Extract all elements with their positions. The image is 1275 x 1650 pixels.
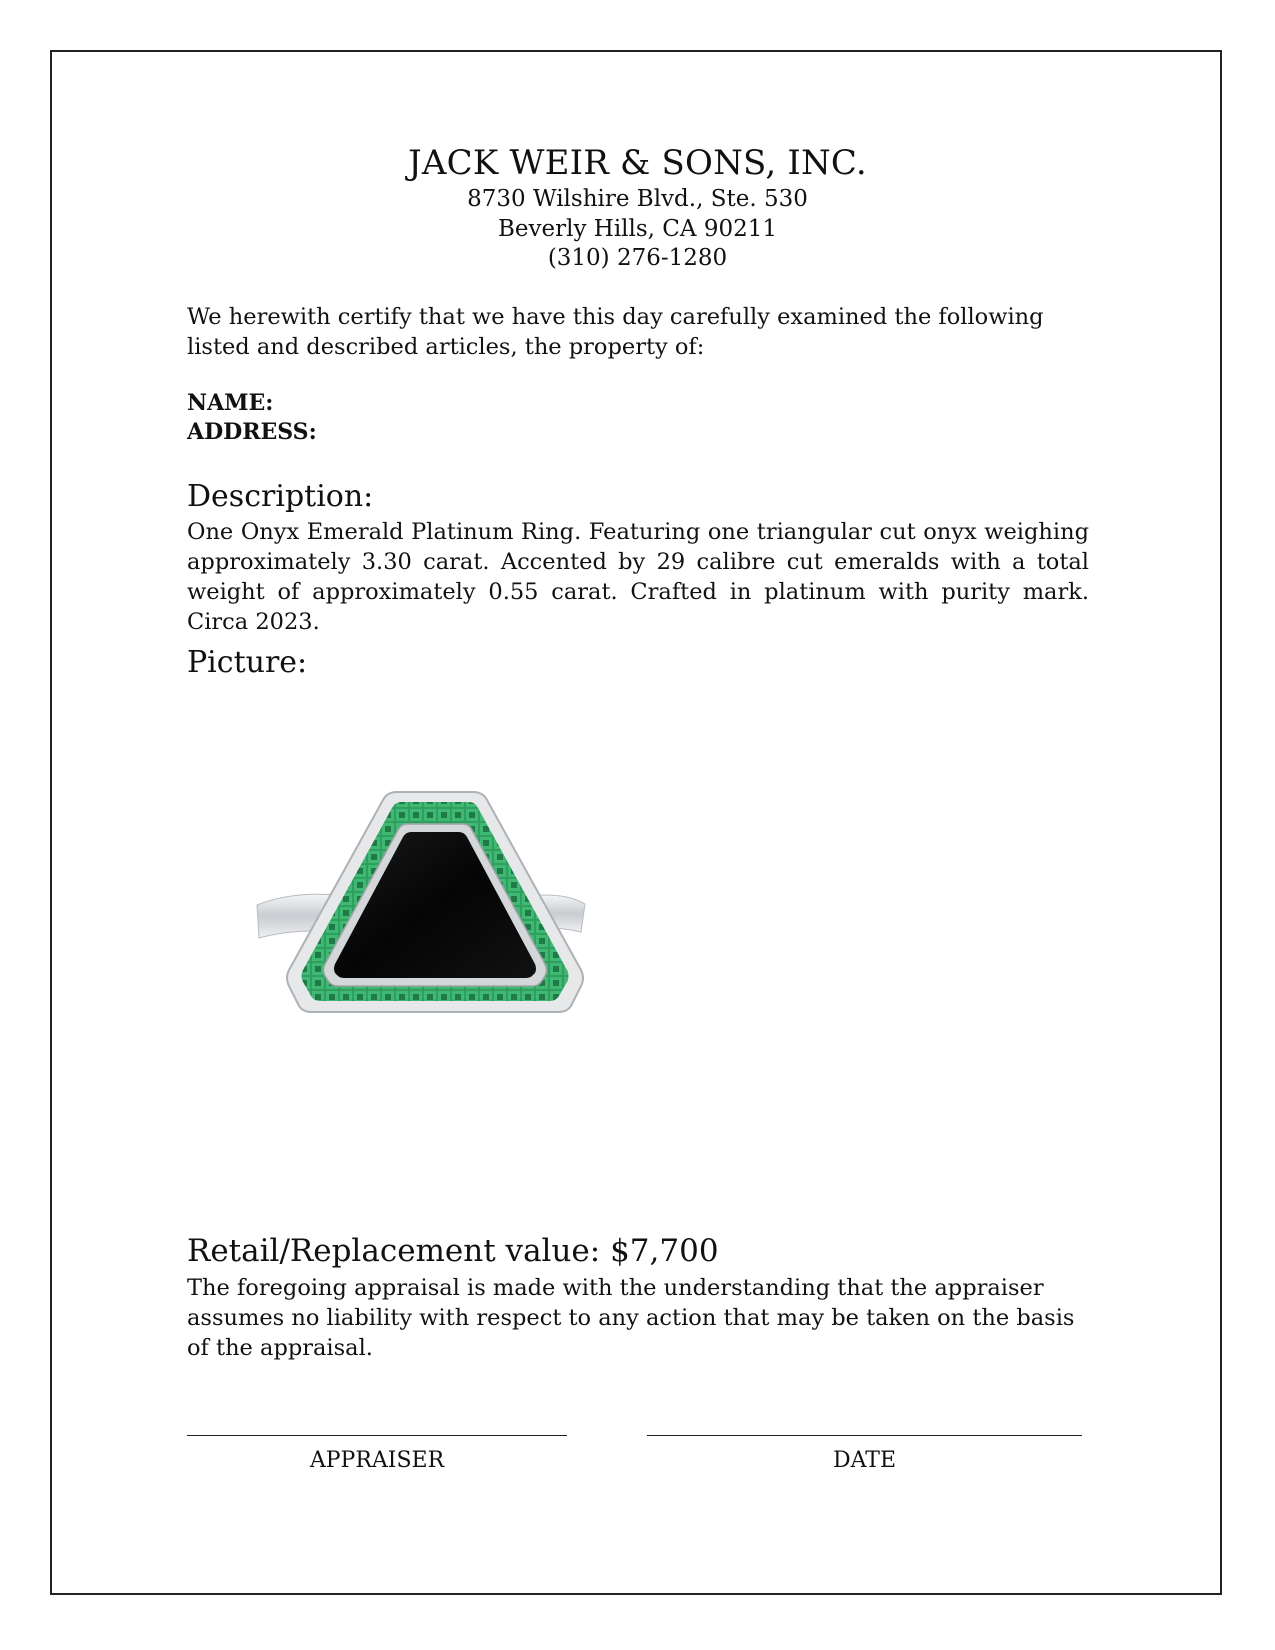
description-text: One Onyx Emerald Platinum Ring. Featuring one triangular cut onyx weighing approximately 3.30 carat. Accented by 29 calibre cut emeralds with a total weight of approximately 0.55 carat. Crafted in platinum with purity mark. Circa 2023.: [187, 519, 1089, 635]
retail-value: Retail/Replacement value: $7,700: [187, 1233, 719, 1269]
description-heading: Description:: [187, 479, 374, 514]
date-signature-line[interactable]: [647, 1435, 1082, 1436]
certification-text: We herewith certify that we have this day carefully examined the following listed and described articles, the property of:: [187, 304, 1044, 360]
company-address-line1: 8730 Wilshire Blvd., Ste. 530: [467, 186, 808, 212]
company-phone: (310) 276-1280: [547, 245, 728, 271]
ring-photo: [255, 780, 615, 1080]
disclaimer-text: The foregoing appraisal is made with the understanding that the appraiser assumes no liability with respect to any action that may be taken on the basis of the appraisal.: [187, 1275, 1075, 1361]
address-label: ADDRESS:: [187, 419, 317, 445]
date-label: DATE: [832, 1448, 897, 1473]
document-border: [50, 50, 1222, 1595]
company-name: JACK WEIR & SONS, INC.: [408, 143, 867, 183]
company-address-line2: Beverly Hills, CA 90211: [497, 216, 777, 242]
picture-heading: Picture:: [187, 645, 308, 680]
appraiser-signature-line[interactable]: [187, 1435, 567, 1436]
name-label: NAME:: [187, 390, 274, 416]
appraiser-label: APPRAISER: [309, 1448, 445, 1473]
